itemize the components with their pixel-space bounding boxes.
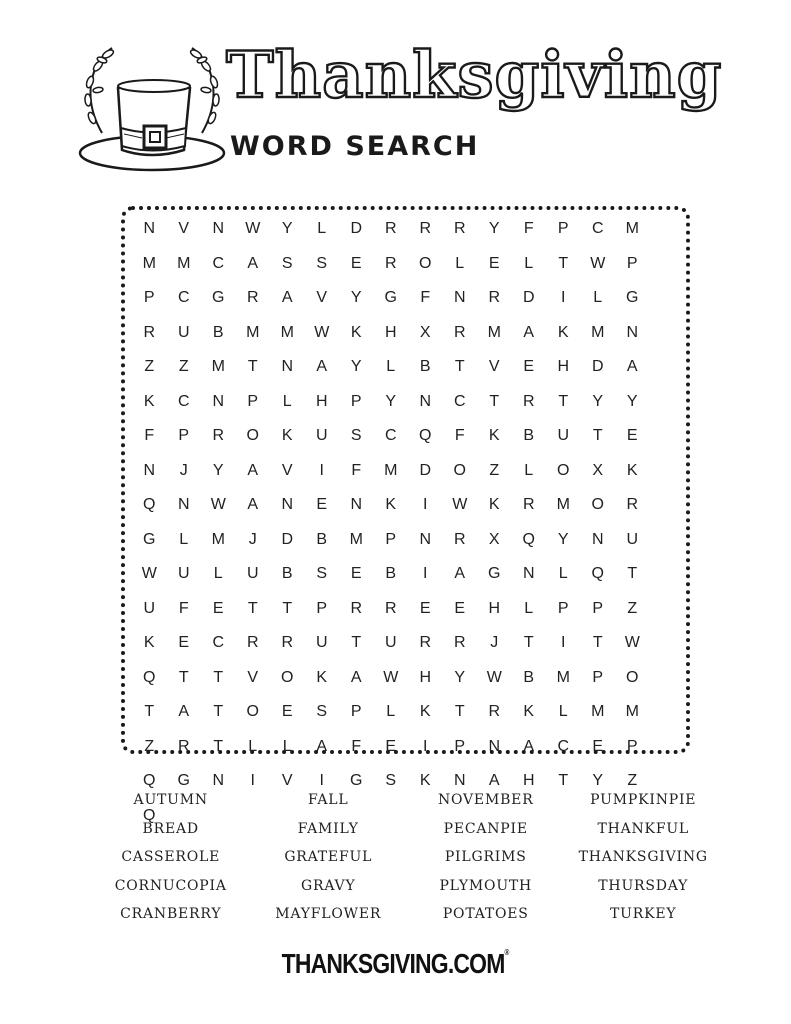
grid-cell[interactable]: M [142, 254, 156, 272]
grid-cell[interactable]: P [143, 289, 155, 307]
grid-cell[interactable]: T [558, 772, 569, 790]
grid-cell[interactable]: S [316, 565, 328, 583]
grid-cell[interactable]: R [626, 496, 639, 514]
grid-cell[interactable]: N [626, 323, 639, 341]
grid-cell[interactable]: G [212, 289, 225, 307]
grid-cell[interactable]: O [557, 461, 570, 479]
grid-cell[interactable]: Y [281, 220, 293, 238]
grid-cell[interactable]: P [626, 254, 638, 272]
header [0, 0, 791, 190]
grid-cell[interactable]: Z [489, 461, 500, 479]
grid-cell[interactable]: F [454, 427, 465, 445]
grid-cell[interactable]: Y [592, 392, 604, 410]
grid-cell[interactable]: Y [626, 392, 638, 410]
word-list-item: PUMPKINPIE [590, 792, 697, 808]
grid-cell[interactable]: H [488, 599, 501, 617]
grid-cell[interactable]: E [419, 599, 431, 617]
grid-cell[interactable]: W [245, 220, 261, 238]
grid-cell[interactable]: V [178, 220, 190, 238]
brand-name: THANKSGIVING.COM [281, 948, 505, 979]
grid-cell[interactable]: G [626, 289, 639, 307]
grid-cell[interactable]: E [488, 254, 500, 272]
grid-cell[interactable]: P [557, 220, 569, 238]
grid-cell[interactable]: O [453, 461, 466, 479]
grid-cell[interactable]: M [591, 703, 605, 721]
grid-cell[interactable]: Q [591, 565, 604, 583]
grid-cell[interactable]: V [281, 772, 293, 790]
grid-cell[interactable]: A [316, 358, 328, 376]
grid-cell[interactable]: X [592, 461, 604, 479]
grid-cell[interactable]: K [419, 703, 431, 721]
registered-mark: ® [504, 948, 510, 957]
grid-cell[interactable]: M [177, 254, 191, 272]
grid-cell[interactable]: F [178, 599, 189, 617]
grid-cell[interactable]: L [524, 461, 534, 479]
grid-cell[interactable]: V [281, 461, 293, 479]
grid-cell[interactable]: O [246, 703, 259, 721]
grid-cell[interactable]: L [524, 254, 534, 272]
grid-cell[interactable]: M [591, 323, 605, 341]
grid-cell[interactable]: R [384, 254, 397, 272]
grid-cell[interactable]: R [350, 599, 363, 617]
grid-cell[interactable]: N [350, 496, 363, 514]
grid-cell[interactable]: L [282, 737, 292, 755]
grid-cell[interactable]: L [248, 737, 258, 755]
grid-cell[interactable]: A [247, 461, 259, 479]
grid-cell[interactable]: F [351, 461, 362, 479]
grid-cell[interactable]: N [143, 220, 156, 238]
grid-cell[interactable]: H [557, 358, 570, 376]
grid-cell[interactable]: R [488, 289, 501, 307]
grid-cell[interactable]: R [246, 289, 259, 307]
grid-cell[interactable]: M [211, 358, 225, 376]
grid-cell[interactable]: A [626, 358, 638, 376]
grid-cell[interactable]: O [281, 668, 294, 686]
grid-cell[interactable]: M [625, 220, 639, 238]
grid-cell[interactable]: N [281, 358, 294, 376]
grid-cell[interactable]: E [454, 599, 466, 617]
grid-cell[interactable]: G [177, 772, 190, 790]
word-list-item: THURSDAY [598, 877, 689, 894]
grid-cell[interactable]: R [419, 634, 432, 652]
grid-cell[interactable]: P [247, 392, 259, 410]
grid-cell[interactable]: T [627, 565, 638, 583]
grid-cell[interactable]: G [350, 772, 363, 790]
grid-cell[interactable]: E [350, 254, 362, 272]
grid-cell[interactable]: N [591, 530, 604, 548]
grid-cell[interactable]: Y [488, 220, 500, 238]
grid-cell[interactable]: T [523, 634, 534, 652]
grid-cell[interactable]: D [522, 289, 535, 307]
grid-cell[interactable]: R [212, 427, 225, 445]
grid-cell[interactable]: R [488, 703, 501, 721]
grid-cell[interactable]: J [179, 461, 188, 479]
grid-cell[interactable]: N [522, 565, 535, 583]
letter-grid [132, 212, 650, 833]
grid-cell[interactable]: Z [144, 358, 155, 376]
word-list-item: CORNUCOPIA [114, 877, 227, 894]
grid-cell[interactable]: I [423, 565, 428, 583]
grid-cell[interactable]: Q [143, 668, 156, 686]
grid-cell[interactable]: T [213, 737, 224, 755]
grid-cell[interactable]: P [178, 427, 190, 445]
grid-cell[interactable]: E [316, 496, 328, 514]
grid-cell[interactable]: L [282, 392, 292, 410]
grid-cell[interactable]: U [626, 530, 639, 548]
grid-cell[interactable]: G [488, 565, 501, 583]
grid-cell[interactable]: X [488, 530, 500, 548]
grid-cell[interactable]: S [316, 254, 328, 272]
word-list-item: THANKSGIVING [578, 849, 708, 865]
word-list [92, 786, 722, 929]
grid-cell[interactable]: S [316, 703, 328, 721]
grid-cell[interactable]: K [419, 772, 431, 790]
grid-cell[interactable]: M [487, 323, 501, 341]
grid-cell[interactable]: X [419, 323, 431, 341]
grid-cell[interactable]: C [453, 392, 466, 410]
grid-cell[interactable]: T [178, 668, 189, 686]
grid-cell[interactable]: R [419, 220, 432, 238]
grid-cell[interactable]: A [454, 565, 466, 583]
word-list-item: GRATEFUL [284, 849, 373, 865]
grid-cell[interactable]: B [419, 358, 431, 376]
grid-cell[interactable]: U [143, 599, 156, 617]
grid-cell[interactable]: L [179, 530, 189, 548]
grid-cell[interactable]: M [280, 323, 294, 341]
grid-cell[interactable]: K [488, 427, 500, 445]
grid-cell[interactable]: T [558, 392, 569, 410]
grid-cell[interactable]: P [557, 599, 569, 617]
grid-cell[interactable]: C [557, 737, 570, 755]
grid-cell[interactable]: A [350, 668, 362, 686]
grid-cell[interactable]: U [384, 634, 397, 652]
page-title: Thanksgiving [226, 38, 723, 113]
grid-cell[interactable]: E [626, 427, 638, 445]
word-list-item: BREAD [142, 820, 199, 837]
grid-cell[interactable]: S [385, 772, 397, 790]
word-list-item: PLYMOUTH [439, 877, 533, 894]
grid-cell[interactable]: N [143, 461, 156, 479]
grid-cell[interactable]: K [523, 703, 535, 721]
grid-cell[interactable]: G [143, 530, 156, 548]
grid-cell[interactable]: T [282, 599, 293, 617]
grid-cell[interactable]: Y [350, 289, 362, 307]
grid-cell[interactable]: N [488, 737, 501, 755]
grid-cell[interactable]: W [314, 323, 330, 341]
grid-cell[interactable]: E [385, 737, 397, 755]
grid-cell[interactable]: R [453, 530, 466, 548]
grid-cell[interactable]: R [143, 323, 156, 341]
grid-cell[interactable]: M [384, 461, 398, 479]
word-list-item: FAMILY [297, 820, 359, 837]
grid-cell[interactable]: E [281, 703, 293, 721]
grid-cell[interactable]: M [556, 668, 570, 686]
grid-cell[interactable]: U [315, 634, 328, 652]
grid-cell[interactable]: A [523, 737, 535, 755]
grid-cell[interactable]: L [386, 358, 396, 376]
grid-cell[interactable]: A [247, 254, 259, 272]
brand-footer [71, 948, 720, 980]
grid-cell[interactable]: W [452, 496, 468, 514]
word-list-item: GRAVY [301, 877, 356, 894]
grid-cell[interactable]: U [177, 323, 190, 341]
grid-cell[interactable]: T [144, 703, 155, 721]
grid-cell[interactable]: U [177, 565, 190, 583]
grid-cell[interactable]: A [488, 772, 500, 790]
grid-cell[interactable]: O [419, 254, 432, 272]
grid-cell[interactable]: Y [350, 358, 362, 376]
grid-cell[interactable]: B [523, 668, 535, 686]
grid-cell[interactable]: E [212, 599, 224, 617]
grid-cell[interactable]: P [385, 530, 397, 548]
grid-cell[interactable]: Y [592, 772, 604, 790]
grid-cell[interactable]: B [281, 565, 293, 583]
grid-cell[interactable]: U [557, 427, 570, 445]
grid-cell[interactable]: I [319, 461, 324, 479]
grid-cell[interactable]: K [281, 427, 293, 445]
grid-cell[interactable]: R [522, 496, 535, 514]
grid-cell[interactable]: K [385, 496, 397, 514]
grid-cell[interactable]: K [350, 323, 362, 341]
grid-cell[interactable]: C [177, 392, 190, 410]
grid-cell[interactable]: P [592, 668, 604, 686]
grid-cell[interactable]: K [143, 634, 155, 652]
grid-cell[interactable]: I [561, 289, 566, 307]
grid-cell[interactable]: V [247, 668, 259, 686]
grid-cell[interactable]: N [212, 220, 225, 238]
grid-cell[interactable]: W [486, 668, 502, 686]
grid-cell[interactable]: O [626, 668, 639, 686]
grid-cell[interactable]: H [419, 668, 432, 686]
grid-cell[interactable]: M [211, 530, 225, 548]
word-list-item: FALL [308, 792, 349, 808]
grid-cell[interactable]: E [350, 565, 362, 583]
grid-cell[interactable]: D [350, 220, 363, 238]
grid-cell[interactable]: N [212, 392, 225, 410]
grid-cell[interactable]: O [246, 427, 259, 445]
grid-cell[interactable]: Y [212, 461, 224, 479]
word-list-item: MAYFLOWER [275, 906, 382, 922]
word-list-item: PECANPIE [443, 820, 528, 837]
grid-cell[interactable]: Q [419, 427, 432, 445]
grid-cell[interactable]: N [453, 289, 466, 307]
word-list-item: CASSEROLE [121, 849, 221, 865]
grid-cell[interactable]: V [316, 289, 328, 307]
grid-cell[interactable]: N [281, 496, 294, 514]
grid-cell[interactable]: M [349, 530, 363, 548]
grid-cell[interactable]: N [177, 496, 190, 514]
grid-cell[interactable]: T [558, 254, 569, 272]
grid-cell[interactable]: K [557, 323, 569, 341]
grid-cell[interactable]: C [177, 289, 190, 307]
grid-cell[interactable]: U [315, 427, 328, 445]
grid-cell[interactable]: R [384, 599, 397, 617]
grid-cell[interactable]: N [453, 772, 466, 790]
word-list-item: AUTUMN [133, 792, 208, 808]
grid-cell[interactable]: C [384, 427, 397, 445]
grid-cell[interactable]: B [523, 427, 535, 445]
grid-cell[interactable]: L [558, 703, 568, 721]
grid-cell[interactable]: I [423, 737, 428, 755]
grid-cell[interactable]: B [212, 323, 224, 341]
grid-cell[interactable]: A [247, 496, 259, 514]
grid-cell[interactable]: F [144, 427, 155, 445]
grid-cell[interactable]: Z [178, 358, 189, 376]
grid-cell[interactable]: H [315, 392, 328, 410]
grid-cell[interactable]: R [453, 323, 466, 341]
grid-cell[interactable]: R [246, 634, 259, 652]
grid-cell[interactable]: L [386, 703, 396, 721]
grid-cell[interactable]: Y [557, 530, 569, 548]
grid-cell[interactable]: Y [454, 668, 466, 686]
grid-cell[interactable]: A [523, 323, 535, 341]
grid-cell[interactable]: K [626, 461, 638, 479]
grid-cell[interactable]: S [281, 254, 293, 272]
grid-cell[interactable]: G [384, 289, 397, 307]
grid-cell[interactable]: T [247, 358, 258, 376]
grid-cell[interactable]: K [143, 392, 155, 410]
grid-cell[interactable]: Z [144, 737, 155, 755]
word-list-item: CRANBERRY [120, 906, 222, 922]
grid-cell[interactable]: P [454, 737, 466, 755]
grid-cell[interactable]: Q [143, 772, 156, 790]
grid-cell[interactable]: D [419, 461, 432, 479]
grid-cell[interactable]: D [281, 530, 294, 548]
grid-cell[interactable]: P [316, 599, 328, 617]
word-list-item: POTATOES [442, 906, 529, 922]
grid-cell[interactable]: V [488, 358, 500, 376]
word-list-item: NOVEMBER [437, 792, 534, 808]
grid-cell[interactable]: W [624, 634, 640, 652]
grid-cell[interactable]: W [141, 565, 157, 583]
grid-cell[interactable]: P [350, 392, 362, 410]
grid-cell[interactable]: Q [522, 530, 535, 548]
grid-cell[interactable]: W [590, 254, 606, 272]
grid-cell[interactable]: A [281, 289, 293, 307]
grid-cell[interactable]: K [488, 496, 500, 514]
grid-cell[interactable]: J [248, 530, 257, 548]
grid-cell[interactable]: L [593, 289, 603, 307]
grid-cell[interactable]: T [454, 358, 465, 376]
word-list-item: PILGRIMS [444, 849, 527, 865]
grid-cell[interactable]: T [213, 668, 224, 686]
grid-cell[interactable]: N [419, 530, 432, 548]
grid-cell[interactable]: M [625, 703, 639, 721]
grid-cell[interactable]: I [423, 496, 428, 514]
grid-cell[interactable]: T [454, 703, 465, 721]
grid-cell[interactable]: T [247, 599, 258, 617]
grid-cell[interactable]: I [250, 772, 255, 790]
grid-cell[interactable]: D [591, 358, 604, 376]
grid-cell[interactable]: A [178, 703, 190, 721]
grid-cell[interactable]: S [350, 427, 362, 445]
grid-cell[interactable]: O [591, 496, 604, 514]
grid-cell[interactable]: I [561, 634, 566, 652]
grid-cell[interactable]: I [319, 772, 324, 790]
grid-cell[interactable]: A [316, 737, 328, 755]
grid-cell[interactable]: L [558, 565, 568, 583]
grid-cell[interactable]: L [455, 254, 465, 272]
grid-cell[interactable]: Z [627, 772, 638, 790]
grid-cell[interactable]: L [213, 565, 223, 583]
grid-cell[interactable]: C [591, 220, 604, 238]
grid-cell[interactable]: Z [627, 599, 638, 617]
grid-cell[interactable]: F [523, 220, 534, 238]
grid-cell[interactable]: F [420, 289, 431, 307]
grid-cell[interactable]: R [522, 392, 535, 410]
pilgrim-hat-icon [72, 38, 232, 188]
grid-cell[interactable]: L [524, 599, 534, 617]
grid-cell[interactable]: E [178, 634, 190, 652]
grid-cell[interactable]: K [316, 668, 328, 686]
page-subtitle: WORD SEARCH [230, 131, 480, 162]
grid-cell[interactable]: M [556, 496, 570, 514]
grid-cell[interactable]: T [213, 703, 224, 721]
grid-cell[interactable]: N [212, 772, 225, 790]
grid-cell[interactable]: W [210, 496, 226, 514]
grid-cell[interactable]: P [350, 703, 362, 721]
grid-cell[interactable]: R [281, 634, 294, 652]
grid-cell[interactable]: Q [143, 806, 156, 824]
grid-cell[interactable]: T [351, 634, 362, 652]
grid-cell[interactable]: L [317, 220, 327, 238]
grid-cell[interactable]: R [453, 634, 466, 652]
grid-cell[interactable]: M [246, 323, 260, 341]
grid-cell[interactable]: C [212, 634, 225, 652]
grid-cell[interactable]: R [177, 737, 190, 755]
grid-cell[interactable]: B [316, 530, 328, 548]
grid-cell[interactable]: W [383, 668, 399, 686]
grid-cell[interactable]: H [384, 323, 397, 341]
grid-cell[interactable]: P [592, 599, 604, 617]
grid-cell[interactable]: P [626, 737, 638, 755]
grid-cell[interactable]: Q [143, 496, 156, 514]
grid-cell[interactable]: E [523, 358, 535, 376]
grid-cell[interactable]: Y [385, 392, 397, 410]
grid-cell[interactable]: B [385, 565, 397, 583]
grid-cell[interactable]: T [592, 427, 603, 445]
grid-cell[interactable]: N [419, 392, 432, 410]
grid-cell[interactable]: R [384, 220, 397, 238]
grid-cell[interactable]: F [351, 737, 362, 755]
grid-cell[interactable]: R [453, 220, 466, 238]
word-list-item: TURKEY [610, 906, 677, 922]
grid-cell[interactable]: H [522, 772, 535, 790]
grid-cell[interactable]: U [246, 565, 259, 583]
grid-cell[interactable]: C [212, 254, 225, 272]
grid-cell[interactable]: J [490, 634, 499, 652]
word-list-item: THANKFUL [597, 820, 690, 837]
grid-cell[interactable]: T [489, 392, 500, 410]
grid-cell[interactable]: T [592, 634, 603, 652]
grid-cell[interactable]: E [592, 737, 604, 755]
